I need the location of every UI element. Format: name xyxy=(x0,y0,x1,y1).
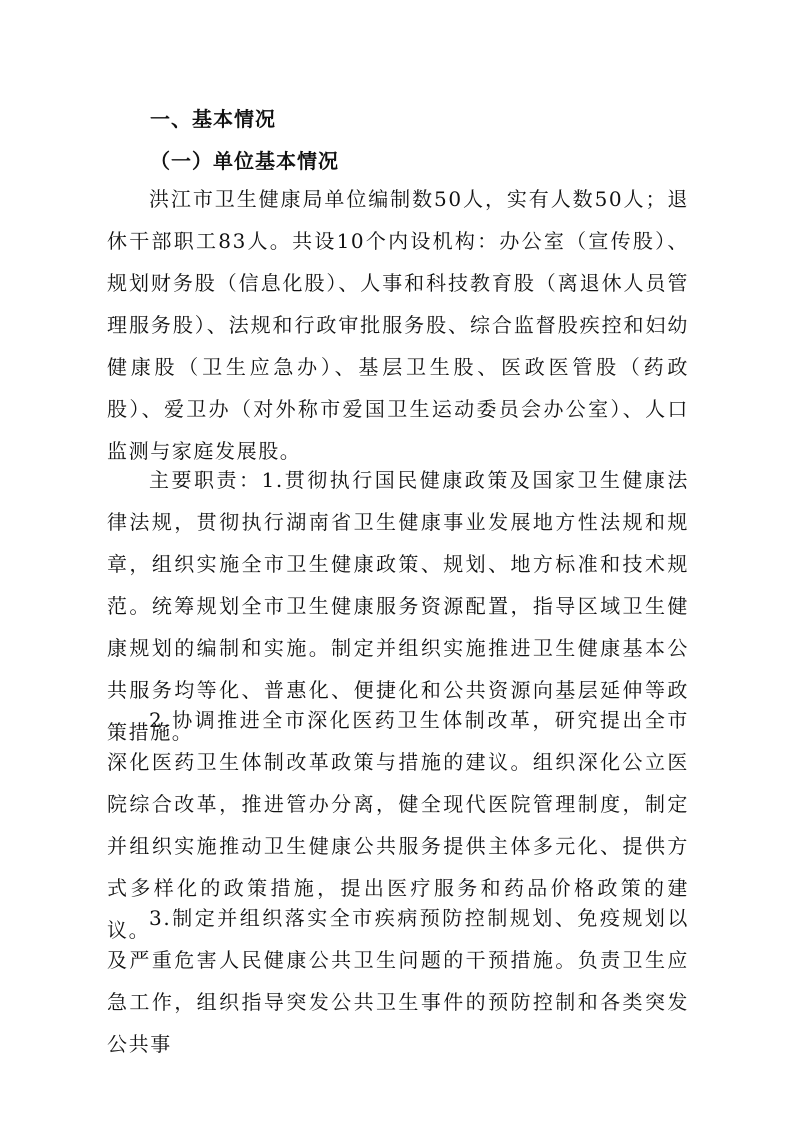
paragraph-duty-3: 3.制定并组织落实全市疾病预防控制规划、免疫规划以及严重危害人民健康公共卫生问题的干预措施。负责卫生应急工作，组织指导突发公共卫生事件的预防控制和各类突发公共事 xyxy=(107,906,689,1056)
subsection-heading: （一）单位基本情况 xyxy=(150,149,339,173)
paragraph-unit-overview: 洪江市卫生健康局单位编制数50人，实有人数50人；退休干部职工83人。共设10个内设机构：办公室（宣传股）、规划财务股（信息化股）、人事和科技教育股（离退休人员管理服务股）、法规和行政审批服务股、综合监督股疾控和妇幼健康股（卫生应急办）、基层卫生股、医政医管股（药政股）、爱卫办（对外称市爱国卫生运动委员会办公室）、人口监测与家庭发展股。 xyxy=(107,187,689,463)
section-heading: 一、基本情况 xyxy=(150,107,276,131)
paragraph-duty-2: 2.协调推进全市深化医药卫生体制改革，研究提出全市深化医药卫生体制改革政策与措施的建议。组织深化公立医院综合改革，推进管办分离，健全现代医院管理制度，制定并组织实施推动卫生健康公共服务提供主体多元化、提供方式多样化的政策措施，提出医疗服务和药品价格政策的建议。 xyxy=(107,708,689,942)
paragraph-duty-1: 主要职责：1.贯彻执行国民健康政策及国家卫生健康法律法规，贯彻执行湖南省卫生健康事业发展地方性法规和规章，组织实施全市卫生健康政策、规划、地方标准和技术规范。统筹规划全市卫生健康服务资源配置，指导区域卫生健康规划的编制和实施。制定并组织实施推进卫生健康基本公共服务均等化、普惠化、便捷化和公共资源向基层延伸等政策措施。 xyxy=(107,468,689,744)
